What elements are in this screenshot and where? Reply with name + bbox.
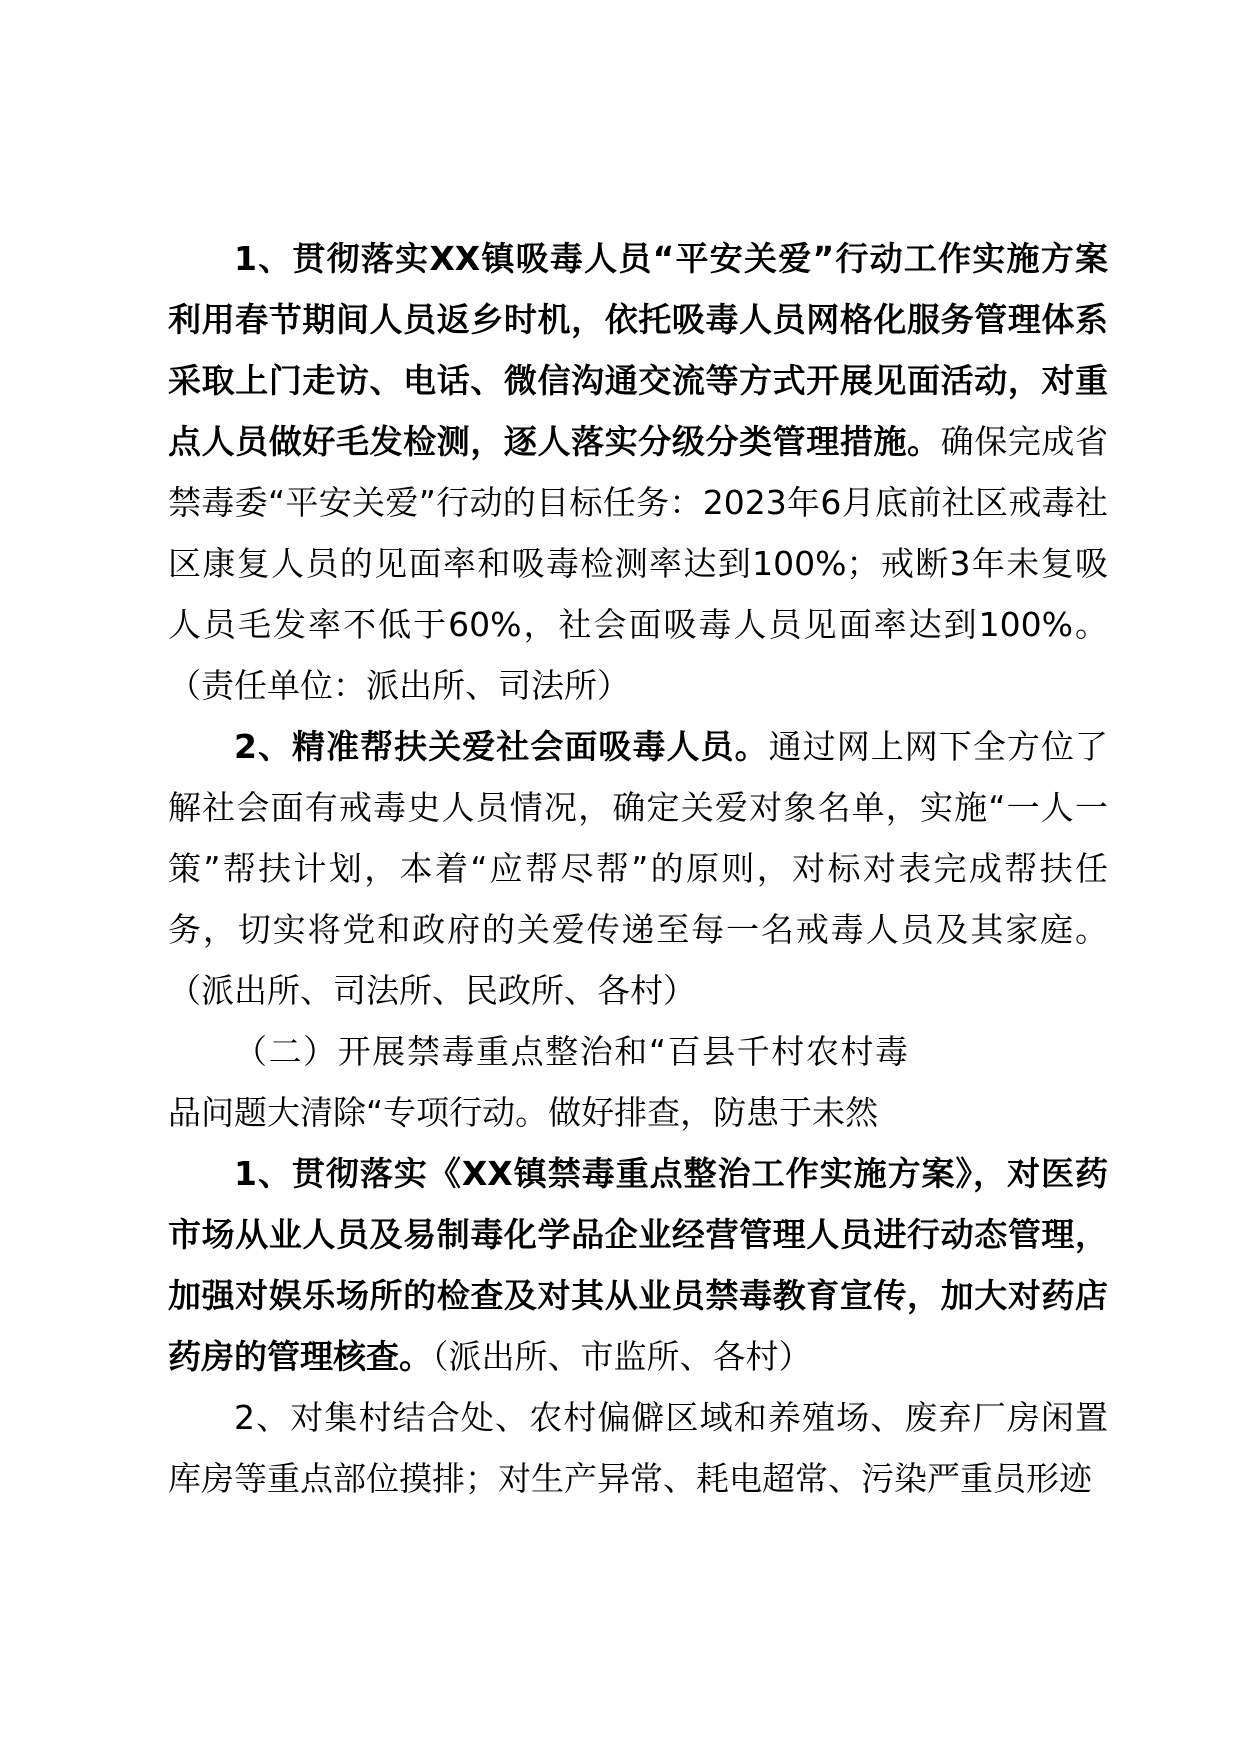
paragraph-normal-text: 2、对集村结合处、农村偏僻区域和养殖场、废弃厂房闲置库房等重点部位摸排；对生产异常、耗电超常、污染严重员形迹 [168,1398,1108,1498]
paragraph-normal-text: 确保完成省禁毒委“平安关爱”行动的目标任务：2023年6月底前社区戒毒社区康复人员的见面率和吸毒检测率达到100%；戒断3年未复吸人员毛发率不低于60%，社会面吸毒人员见面率达到100%。（责任单位：派出所、司法所） [168,422,1109,705]
paragraph-bold-text: 2、精准帮扶关爱社会面吸毒人员。 [234,727,769,766]
paragraph-key-rectification [168,1143,1108,1387]
paragraph-area-inspection [168,1387,1108,1509]
paragraph-peace-care-plan [168,228,1108,716]
paragraph-normal-text: （派出所、市监所、各村） [432,1337,812,1376]
section-heading-special-action [168,1021,1108,1143]
document-body [168,228,1108,1509]
paragraph-precision-assistance [168,716,1108,1021]
paragraph-normal-text: 通过网上网下全方位了解社会面有戒毒史人员情况，确定关爱对象名单，实施“一人一策”帮扶计划，本着“应帮尽帮”的原则，对标对表完成帮扶任务，切实将党和政府的关爱传递至每一名戒毒人员及其家庭。（派出所、司法所、民政所、各村） [168,727,1108,1010]
paragraph-bold-text: 1、贯彻落实XX镇吸毒人员“平安关爱”行动工作实施方案利用春节期间人员返乡时机，依托吸毒人员网格化服务管理体系采取上门走访、电话、微信沟通交流等方式开展见面活动，对重点人员做好毛发检测，逐人落实分级分类管理措施。 [168,239,1108,461]
paragraph-normal-text: （二）开展禁毒重点整治和“百县千村农村毒品问题大清除“专项行动。做好排查，防患于未然 [168,1032,908,1132]
paragraph-bold-text: 1、贯彻落实《XX镇禁毒重点整治工作实施方案》，对医药市场从业人员及易制毒化学品企业经营管理人员进行动态管理，加强对娱乐场所的检查及对其从业员禁毒教育宣传，加大对药店药房的管理核查。 [168,1154,1108,1376]
